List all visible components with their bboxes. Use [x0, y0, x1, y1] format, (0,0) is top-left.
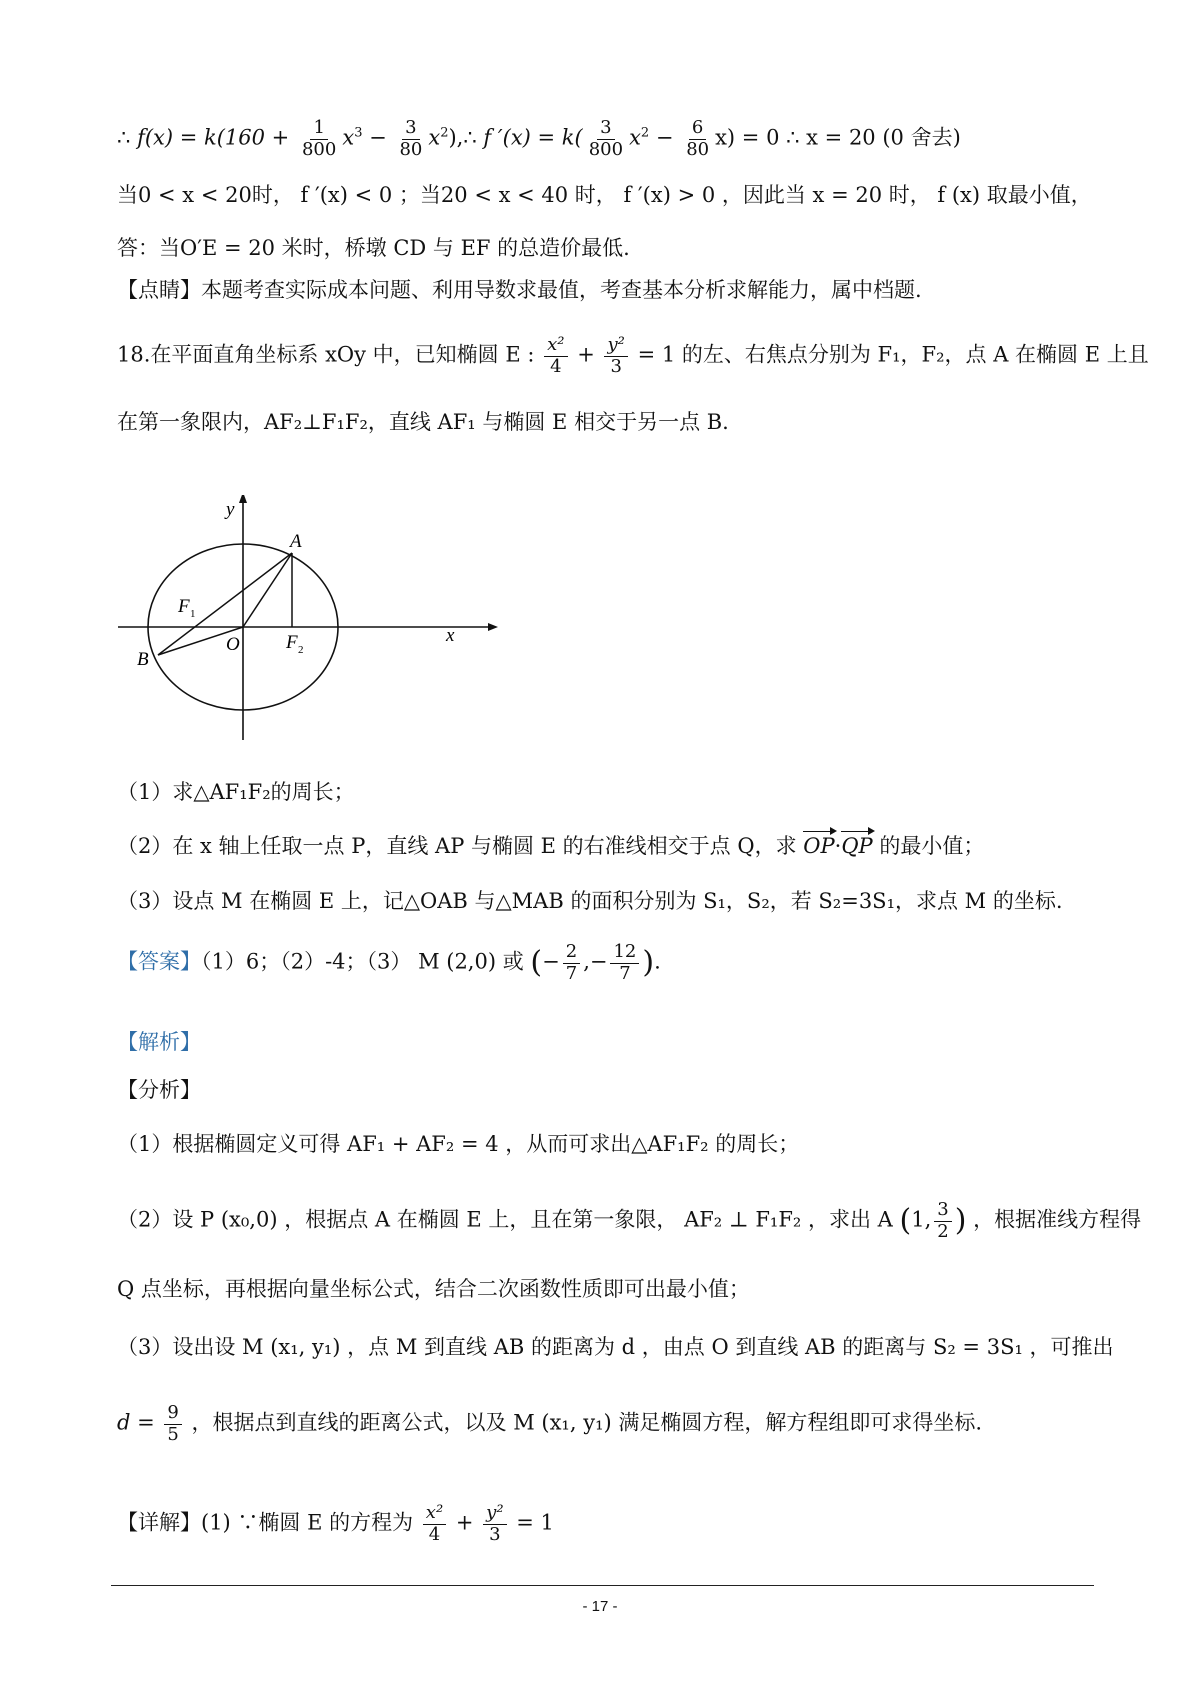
jiexi-tag: 【解析】: [117, 1030, 201, 1054]
subquestion-2: （2）在 x 轴上任取一点 P，直线 AP 与椭圆 E 的右准线相交于点 Q，求 OP·QP 的最小值；: [117, 834, 985, 858]
equation-line-1: ∴ f(x) = k(160 + $\frac{1}{800}$ $x^3$ − $\frac{3}{80}$ $x^2),\therefore$ f ′(x) = k( $\frac{3}{800}$ $x^2$ − $\frac{6}{80}$ x) = 0 ∴ x = 20 (0 舍去): [117, 117, 961, 160]
fraction: $\frac{3}{80}$: [399, 117, 423, 160]
subquestion-3: （3）设点 M 在椭圆 E 上，记△OAB 与△MAB 的面积分别为 S₁，S₂，若 S₂=3S₁，求点 M 的坐标.: [117, 889, 1063, 913]
analysis-2-line-2: Q 点坐标，再根据向量坐标公式，结合二次函数性质即可出最小值；: [117, 1277, 750, 1301]
fraction: $\frac{3}{800}$: [588, 117, 624, 160]
fraction: $\frac{6}{80}$: [686, 117, 710, 160]
label-O: O: [226, 634, 240, 655]
fraction: $\frac{12}{7}$: [610, 942, 639, 984]
ellipse-diagram: [118, 495, 518, 745]
x-axis-arrow: [488, 623, 498, 631]
footer-rule: [111, 1585, 1094, 1586]
fraction: $\frac{3}{2}$: [934, 1200, 951, 1242]
y-axis-arrow: [239, 495, 247, 503]
answer-line: 答：当O′E = 20 米时，桥墩 CD 与 EF 的总造价最低.: [117, 236, 630, 260]
fraction: $\frac{9}{5}$: [164, 1403, 181, 1445]
fraction: $\frac{\text{y²}}{3}$: [483, 1503, 506, 1545]
label-y: y: [226, 499, 235, 520]
text-line-2: 当0 < x < 20时， f ′(x) < 0 ；当20 < x < 40 时， f ′(x) > 0 ，因此当 x = 20 时， f (x) 取最小值，: [117, 183, 1092, 207]
fraction: $\frac{2}{7}$: [563, 942, 580, 984]
label-F1: F: [178, 596, 190, 617]
label-F2-sub: 2: [298, 644, 304, 656]
segment-OA: [243, 553, 292, 627]
fenxi-tag: 【分析】: [117, 1078, 201, 1102]
label-x: x: [446, 625, 455, 646]
label-F2: F: [286, 632, 298, 653]
question-18-line-2: 在第一象限内，AF₂⊥F₁F₂，直线 AF₁ 与椭圆 E 相交于另一点 B.: [117, 410, 729, 434]
page-number: - 17 -: [582, 1598, 618, 1615]
fraction: $\frac{\text{y²}}{3}$: [604, 335, 627, 377]
fraction: $\frac{\text{x²}}{4}$: [544, 335, 567, 377]
dianjing-note: 【点睛】本题考查实际成本问题、利用导数求最值，考查基本分析求解能力，属中档题.: [117, 278, 922, 302]
analysis-1: （1）根据椭圆定义可得 AF₁ + AF₂ = 4 ，从而可求出△AF₁F₂ 的周长；: [117, 1132, 800, 1156]
analysis-3: （3）设出设 M (x₁, y₁) ，点 M 到直线 AB 的距离为 d ，由点 O 到直线 AB 的距离与 S₂ = 3S₁ ，可推出: [117, 1335, 1114, 1359]
detail-line: 【详解】(1) ∵椭圆 E 的方程为 $\frac{\text{x²}}{4}$ + $\frac{\text{y²}}{3}$ = 1: [117, 1502, 554, 1545]
fraction: $\frac{1}{800}$: [301, 117, 337, 160]
label-F1-sub: 1: [190, 608, 196, 620]
label-A: A: [290, 531, 302, 552]
analysis-2: （2）设 P (x₀,0) ，根据点 A 在椭圆 E 上，且在第一象限， AF₂ ⊥ F₁F₂ ，求出 A (1, $\frac{3}{2}$ ) ，根据准线方程得: [117, 1199, 1142, 1242]
question-18-line-1: 18.在平面直角坐标系 xOy 中，已知椭圆 E : $\frac{\text{x²}}{4}$ + $\frac{\text{y²}}{3}$ = 1 的左、右焦点分别为 F₁，F₂，点 A 在椭圆 E 上且: [117, 334, 1149, 377]
subquestion-1: （1）求△AF₁F₂的周长；: [117, 780, 355, 804]
label-B: B: [137, 649, 149, 670]
analysis-3-line-2: d = $\frac{9}{5}$ ，根据点到直线的距离公式，以及 M (x₁, y₁) 满足椭圆方程，解方程组即可求得坐标.: [117, 1402, 983, 1445]
fraction: $\frac{\text{x²}}{4}$: [423, 1503, 446, 1545]
answer-tag: 【答案】: [117, 949, 201, 974]
answer-block: 【答案】（1）6；（2）-4；（3） M (2,0) 或 (− $\frac{2}{7}$ ,− $\frac{12}{7}$ ).: [117, 941, 661, 984]
